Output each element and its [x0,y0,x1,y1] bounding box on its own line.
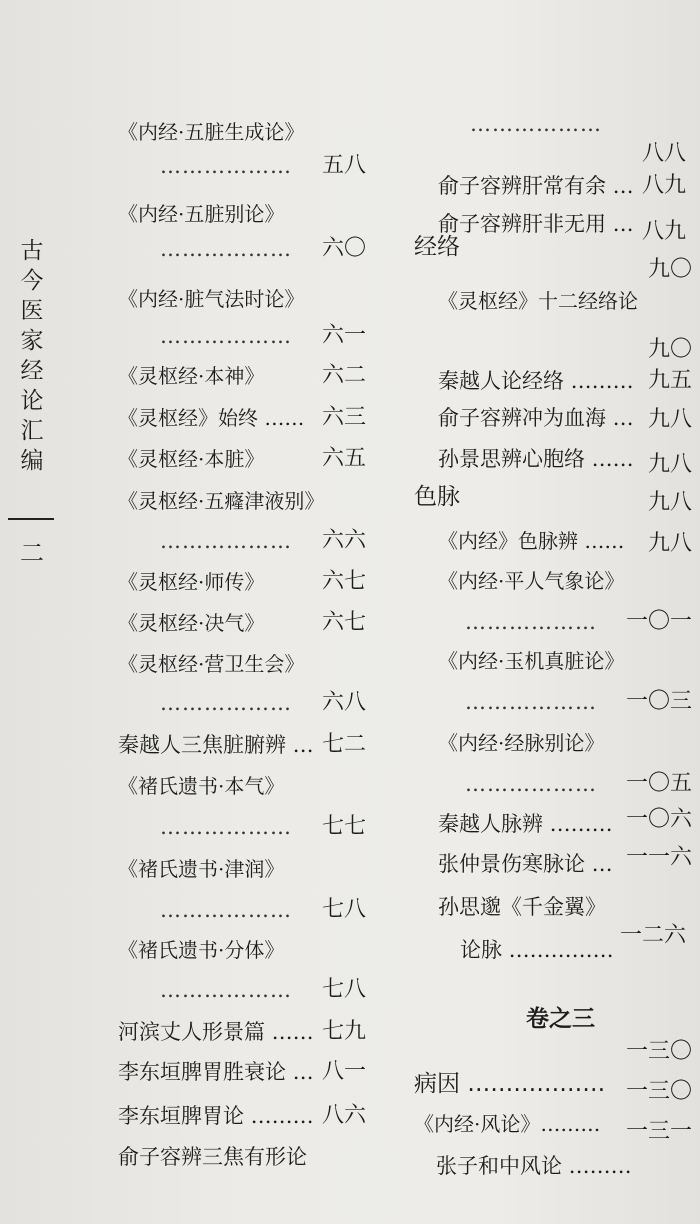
leader-dots: ……………… [465,690,597,714]
page-number: 二 [20,539,44,567]
volume-heading: 卷之三 [526,1006,595,1032]
toc-page-number: 一〇三 [626,689,693,714]
toc-entry-title: 《内经·风论》……… [414,1112,601,1136]
toc-entry-title: 《灵枢经·五癃津液别》 [118,489,325,513]
leader-dots: ……………… [160,529,292,553]
section-heading: 病因 ……………… [414,1071,606,1097]
toc-page-number: 一三〇 [626,1079,693,1104]
leader-dots: ……………… [160,898,292,922]
book-title-char: 古 [20,238,44,264]
toc-page-number: 八一 [322,1059,367,1084]
toc-page-number: 六一 [322,323,367,348]
toc-entry-title: 《内经·经脉别论》 [438,731,605,755]
toc-entry-title: 论脉 …………… [460,938,614,962]
toc-page-number: 七八 [322,897,367,922]
toc-page-number: 一〇六 [626,807,693,832]
toc-entry-title: 《灵枢经·师传》 [118,570,265,594]
toc-page-number: 九八 [648,452,693,477]
toc-page-number: 九〇 [648,257,693,282]
leader-dots: ……………… [160,154,292,178]
toc-entry-title: 《灵枢经·本脏》 [118,447,265,471]
toc-page-number: 六五 [322,446,367,471]
toc-page-number: 六八 [322,690,367,715]
toc-entry-title: 秦越人脉辨 ……… [438,812,613,836]
toc-page-number: 八六 [322,1103,367,1128]
toc-page-number: 一三一 [626,1119,693,1144]
book-title-char: 论 [20,388,44,414]
leader-dots: ……………… [160,978,292,1002]
toc-page-number: 九八 [648,531,693,556]
toc-entry-title: 《内经·平人气象论》 [438,569,625,593]
toc-page-number: 九八 [648,490,693,515]
toc-entry-title: 俞子容辨肝常有余 … [438,174,634,198]
toc-page-number: 六〇 [322,236,367,261]
toc-page-number: 八九 [642,219,687,244]
toc-entry-title: 俞子容辨三焦有形论 [118,1145,307,1169]
toc-page-number: 一三〇 [626,1039,693,1064]
toc-page-number: 六七 [322,569,367,594]
book-title-char: 经 [20,358,44,384]
leader-dots: ……………… [160,815,292,839]
book-title-char: 医 [20,298,44,324]
toc-entry-title: 李东垣脾胃论 ……… [118,1104,314,1128]
toc-page-number: 六六 [322,528,367,553]
toc-entry-title: 孙思邈《千金翼》 [438,895,606,919]
toc-entry-title: 《灵枢经》十二经络论 [438,289,638,313]
toc-entry-title: 《内经·五脏别论》 [118,202,285,226]
toc-page-number: 八八 [642,141,687,166]
toc-entry-title: 李东垣脾胃胜衰论 … [118,1060,314,1084]
toc-entry-title: 《灵枢经·本神》 [118,364,265,388]
toc-entry-title: 孙景思辨心胞络 …… [438,447,634,471]
toc-entry-title: 《内经》色脉辨 …… [438,529,625,553]
book-title-vertical [10,236,54,476]
leader-dots: ……………… [160,691,292,715]
toc-page-number: 七二 [322,732,367,757]
book-title-char: 家 [20,328,44,354]
toc-entry-title: 河滨丈人形景篇 …… [118,1020,314,1044]
toc-page-number: 九〇 [648,337,693,362]
toc-page-number: 六七 [322,610,367,635]
toc-page-number: 六三 [322,405,367,430]
side-divider [8,518,54,520]
toc-page-number: 六二 [322,363,367,388]
toc-page-number: 九八 [648,407,693,432]
toc-entry-title: 俞子容辨肝非无用 … [438,212,634,236]
leader-dots: ……………… [465,610,597,634]
leader-dots: ……………… [160,237,292,261]
leader-dots: ……………… [470,112,602,136]
toc-entry-title: 《内经·玉机真脏论》 [438,649,625,673]
toc-page-number: 八九 [642,173,687,198]
leader-dots: ……………… [465,772,597,796]
toc-page-number: 一二六 [620,923,687,948]
toc-entry-title: 秦越人论经络 ……… [438,369,634,393]
section-heading: 色脉 [414,484,460,510]
book-title-char: 汇 [20,418,44,444]
toc-entry-title: 《褚氏遗书·津润》 [118,857,285,881]
section-heading: 经络 [414,234,460,260]
toc-entry-title: 《内经·五脏生成论》 [118,120,305,144]
toc-entry-title: 《灵枢经·决气》 [118,611,265,635]
toc-entry-title: 张仲景伤寒脉论 … [438,852,613,876]
book-title-char: 编 [20,448,44,474]
toc-entry-title: 张子和中风论 ……… [436,1154,632,1178]
toc-page-number: 一〇一 [626,609,693,634]
toc-entry-title: 《灵枢经》始终 …… [118,406,305,430]
toc-entry-title: 俞子容辨冲为血海 … [438,406,634,430]
toc-entry-title: 《褚氏遗书·本气》 [118,774,285,798]
toc-page-number: 九五 [648,368,693,393]
toc-entry-title: 秦越人三焦脏腑辨 … [118,733,314,757]
toc-entry-title: 《内经·脏气法时论》 [118,287,305,311]
toc-page-number: 五八 [322,153,367,178]
toc-entry-title: 《褚氏遗书·分体》 [118,938,285,962]
toc-page-number: 一一六 [626,845,693,870]
toc-page-number: 七九 [322,1019,367,1044]
toc-page-number: 一〇五 [626,771,693,796]
book-title-char: 今 [20,268,44,294]
toc-entry-title: 《灵枢经·营卫生会》 [118,652,305,676]
leader-dots: ……………… [160,324,292,348]
toc-page-number: 七八 [322,977,367,1002]
toc-page-number: 七七 [322,814,367,839]
